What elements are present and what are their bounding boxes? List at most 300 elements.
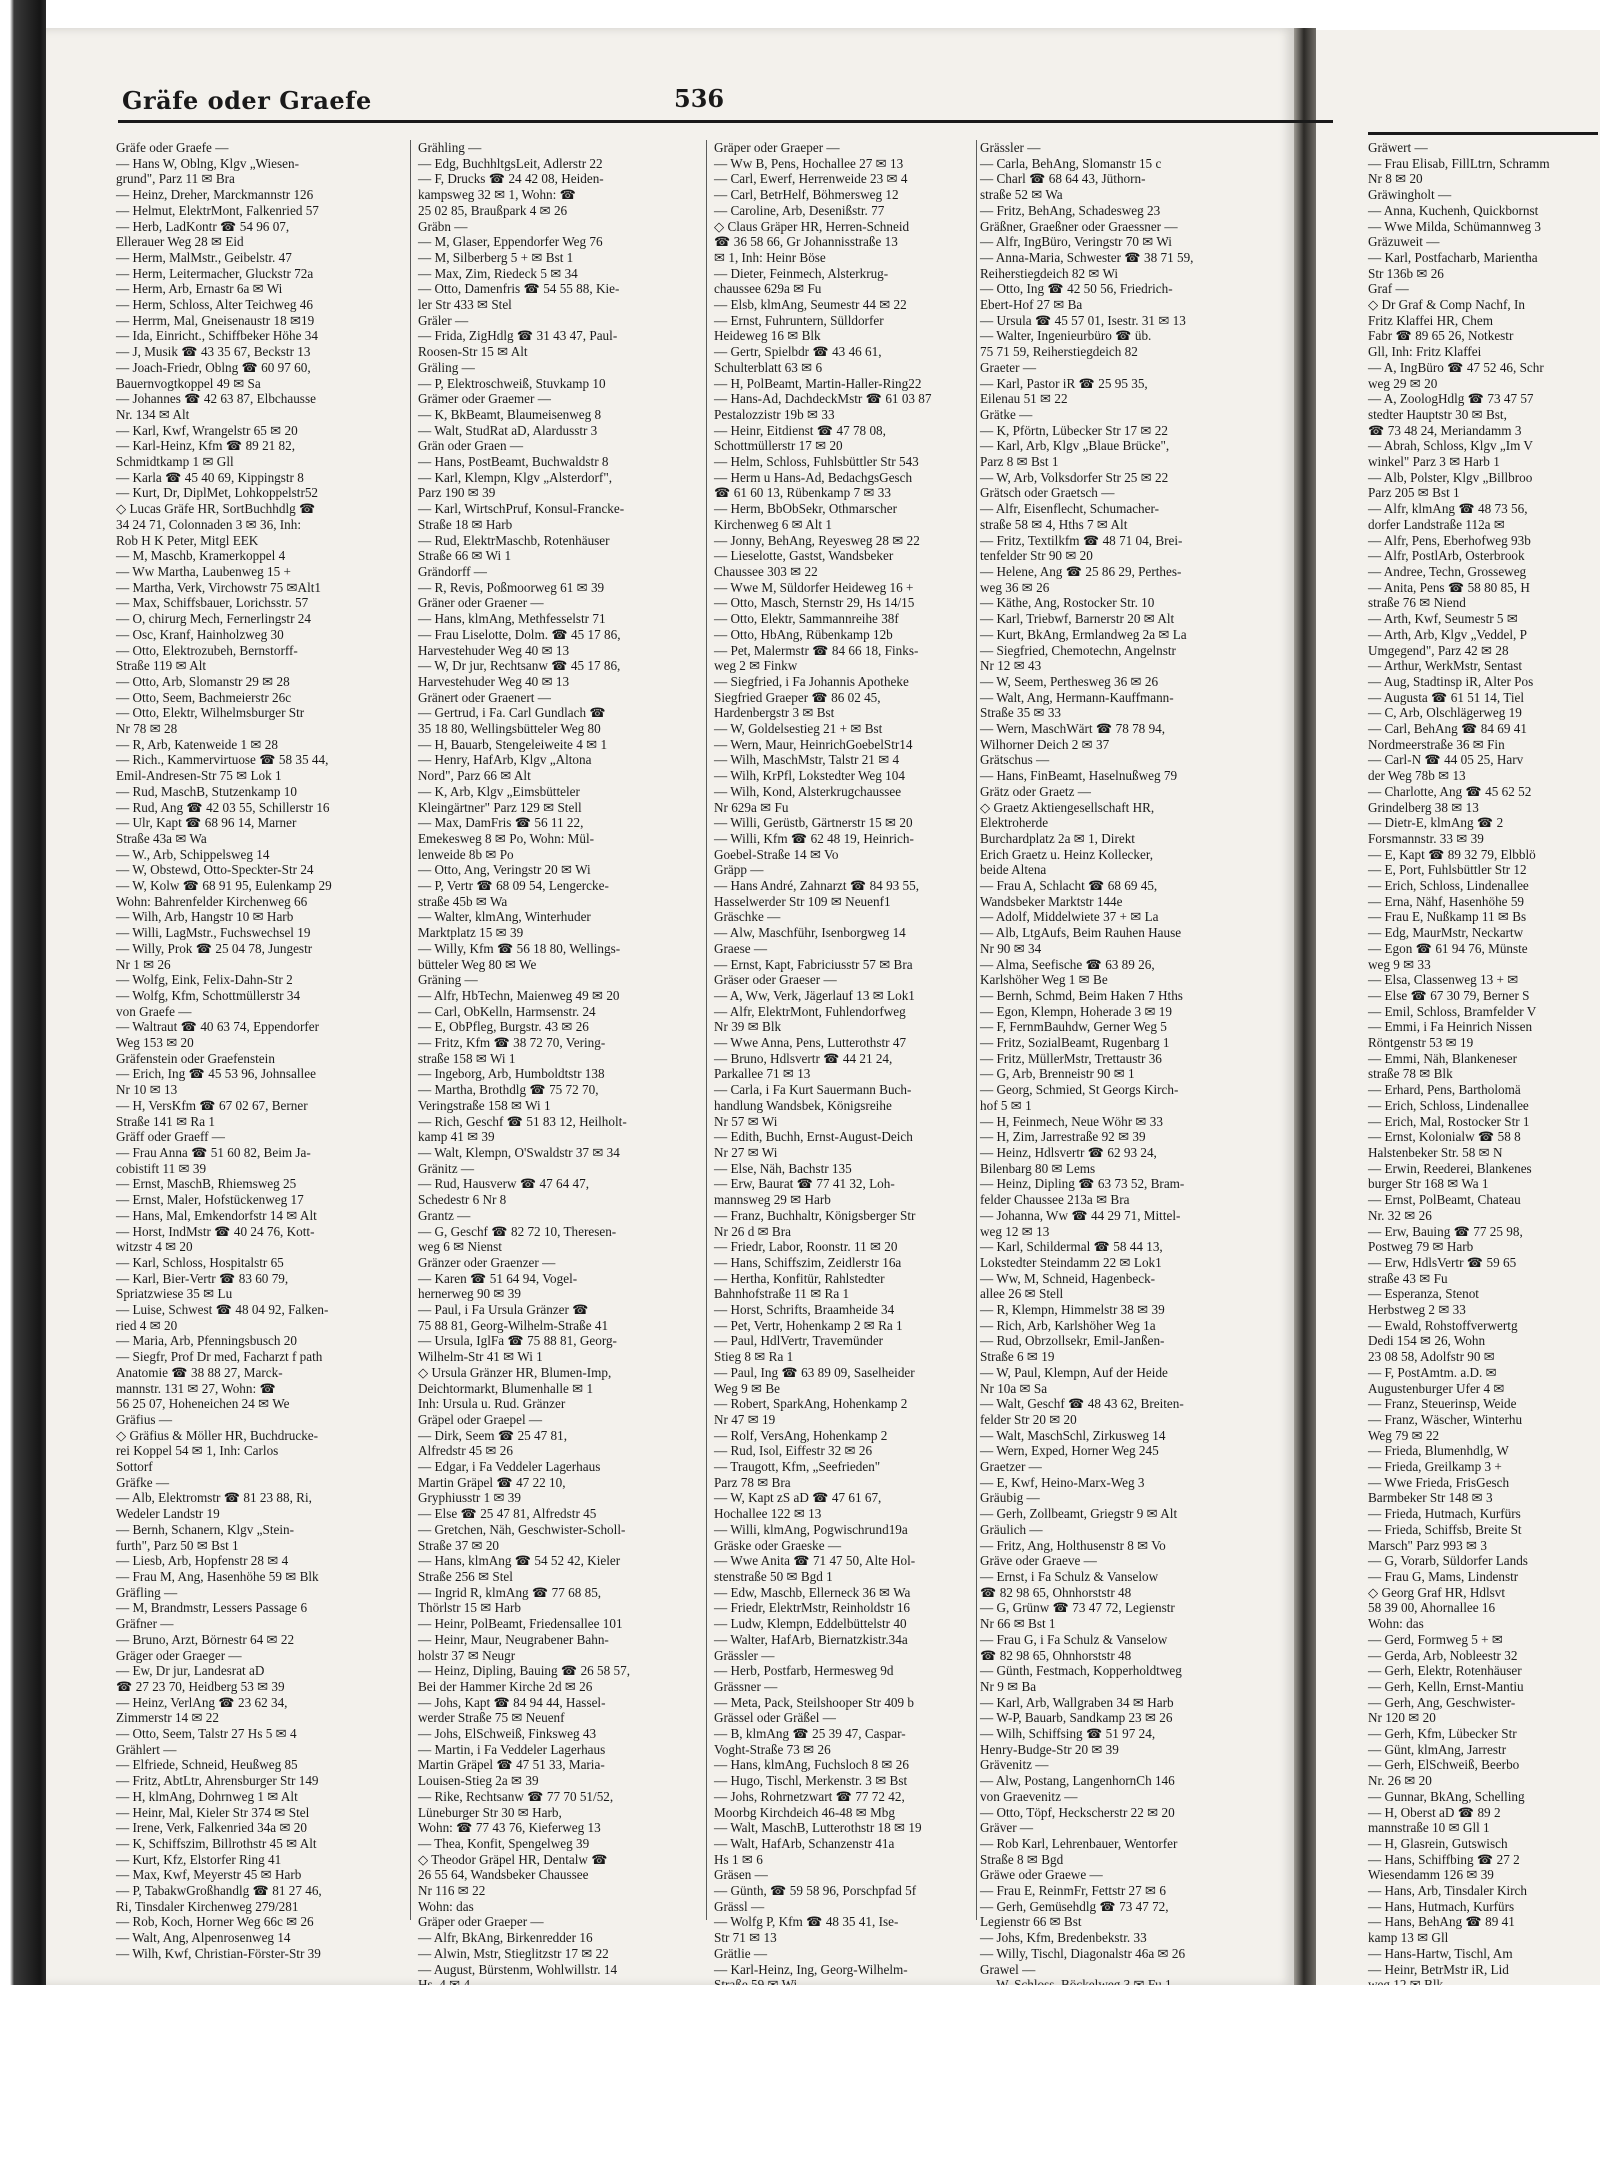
directory-entry: — Erich, Schloss, Lindenallee bbox=[1368, 878, 1529, 894]
directory-entry: — Maria, Arb, Pfenningsbusch 20 bbox=[116, 1333, 297, 1349]
directory-entry: — Waltraut ☎ 40 63 74, Eppendorfer bbox=[116, 1019, 319, 1035]
directory-entry: — Henry, HafArb, Klgv „Altona bbox=[418, 752, 592, 768]
directory-entry: Wohn: das bbox=[418, 1898, 474, 1914]
directory-entry: — Gerd, Formweg 5 + ✉ bbox=[1368, 1631, 1503, 1647]
directory-entry: — Willi, klmAng, Pogwischrund19a bbox=[714, 1521, 908, 1537]
directory-entry: — Karl, Arb, Klgv „Blaue Brücke", bbox=[980, 438, 1170, 454]
directory-entry: — Alw, Maschführ, Isenborgweg 14 bbox=[714, 925, 906, 941]
directory-entry: — Willi, Gerüstb, Gärtnerstr 15 ✉ 20 bbox=[714, 815, 913, 831]
directory-entry: — Hans, klmAng ☎ 54 52 42, Kieler bbox=[418, 1553, 621, 1569]
directory-entry: Herbstweg 2 ✉ 33 bbox=[1368, 1302, 1466, 1318]
directory-entry: — Edw, Maschb, Ellerneck 36 ✉ Wa bbox=[714, 1584, 911, 1600]
directory-entry: — Hans-Ad, DachdeckMstr ☎ 61 03 87 bbox=[714, 391, 932, 407]
directory-entry: — Siegfr, Prof Dr med, Facharzt f path bbox=[116, 1349, 323, 1365]
directory-entry: — Augusta ☎ 61 51 14, Tiel bbox=[1368, 689, 1525, 705]
directory-entry: Graeter — bbox=[980, 359, 1037, 375]
directory-entry: Grätke — bbox=[980, 406, 1033, 422]
directory-entry: cobistift 11 ✉ 39 bbox=[116, 1160, 207, 1176]
directory-entry: — Meta, Pack, Steilshooper Str 409 b bbox=[714, 1694, 914, 1710]
directory-entry: Marsch" Parz 993 ✉ 3 bbox=[1368, 1537, 1487, 1553]
directory-entry: — Charlotte, Ang ☎ 45 62 52 bbox=[1368, 783, 1532, 799]
directory-entry: Grässner — bbox=[714, 1678, 778, 1694]
directory-column-4 bbox=[980, 140, 1250, 1977]
directory-entry: von Graevenitz — bbox=[980, 1788, 1078, 1804]
directory-entry: — W., Arb, Schippelsweg 14 bbox=[116, 846, 270, 862]
directory-entry: Lüneburger Str 30 ✉ Harb, bbox=[418, 1804, 562, 1820]
directory-entry: Nr 10a ✉ Sa bbox=[980, 1380, 1048, 1396]
directory-entry: — Fritz, BehAng, Schadesweg 23 bbox=[980, 202, 1161, 218]
directory-entry: 75 71 59, Reiherstiegdeich 82 bbox=[980, 344, 1138, 360]
directory-entry: — Emil, Schloss, Bramfelder V bbox=[1368, 1003, 1537, 1019]
directory-entry: — Heinz, Dipling ☎ 63 73 52, Bram- bbox=[980, 1176, 1185, 1192]
directory-entry: Gräßner, Graeßner oder Graessner — bbox=[980, 218, 1178, 234]
directory-entry: straße 45b ✉ Wa bbox=[418, 893, 508, 909]
scan-margin-bottom bbox=[0, 1985, 1600, 2177]
directory-entry: — Ida, Einricht., Schiffbeker Höhe 34 bbox=[116, 328, 318, 344]
directory-entry: — Martin, i Fa Veddeler Lagerhaus bbox=[418, 1741, 606, 1757]
directory-entry: — Alfr, klmAng ☎ 48 73 56, bbox=[1368, 501, 1528, 517]
directory-entry: hof 5 ✉ 1 bbox=[980, 1097, 1032, 1113]
directory-entry: — Hans, FinBeamt, Haselnußweg 79 bbox=[980, 768, 1178, 784]
directory-entry: Gräling — bbox=[418, 359, 475, 375]
directory-entry: Grawel — bbox=[980, 1961, 1036, 1977]
running-head: Gräfe oder Graefe bbox=[122, 86, 372, 115]
directory-entry: — Otto, Elektr, Sammannreihe 38f bbox=[714, 611, 899, 627]
directory-entry: — Ewald, Rohstoffverwertg bbox=[1368, 1317, 1518, 1333]
directory-entry: Bauernvogtkoppel 49 ✉ Sa bbox=[116, 375, 261, 391]
directory-entry: — Carl, Ewerf, Herrenweide 23 ✉ 4 bbox=[714, 171, 908, 187]
directory-entry: Harvestehuder Weg 40 ✉ 13 bbox=[418, 673, 570, 689]
directory-entry: Eilenau 51 ✉ 22 bbox=[980, 391, 1068, 407]
directory-entry: — Wilh, Schiffsing ☎ 51 97 24, bbox=[980, 1726, 1156, 1742]
directory-entry: Grändorff — bbox=[418, 563, 487, 579]
directory-entry: Grähling — bbox=[418, 140, 482, 155]
directory-entry: 23 08 58, Adolfstr 90 ✉ bbox=[1368, 1349, 1495, 1365]
directory-entry: winkel" Parz 3 ✉ Harb 1 bbox=[1368, 454, 1500, 470]
directory-entry: — Fritz, Ang, Holthusenstr 8 ✉ Vo bbox=[980, 1537, 1166, 1553]
directory-entry: — W, Arb, Volksdorfer Str 25 ✉ 22 bbox=[980, 469, 1169, 485]
directory-entry: — Wwe Milda, Schümannweg 3 bbox=[1368, 218, 1541, 234]
directory-entry: Kirchenweg 6 ✉ Alt 1 bbox=[714, 516, 832, 532]
directory-column-5 bbox=[1368, 140, 1600, 1977]
header-rule bbox=[118, 120, 1333, 123]
directory-entry: — Egon, Klempn, Hoherade 3 ✉ 19 bbox=[980, 1003, 1172, 1019]
directory-entry: — Gerh, Gemüsehdlg ☎ 73 47 72, bbox=[980, 1898, 1169, 1914]
directory-entry: — Frieda, Schiffsb, Breite St bbox=[1368, 1521, 1522, 1537]
directory-entry: Stieg 8 ✉ Ra 1 bbox=[714, 1349, 794, 1365]
directory-entry: ☎ 82 98 65, Ohnhorststr 48 bbox=[980, 1647, 1132, 1663]
directory-entry: Hochallee 122 ✉ 13 bbox=[714, 1506, 822, 1522]
directory-entry: — Wilh, Kwf, Christian-Förster-Str 39 bbox=[116, 1945, 321, 1961]
directory-entry: hernerweg 90 ✉ 39 bbox=[418, 1286, 521, 1302]
directory-entry: Voght-Straße 73 ✉ 26 bbox=[714, 1741, 831, 1757]
directory-entry: — Alb, Polster, Klgv „Billbroo bbox=[1368, 469, 1533, 485]
directory-entry: — Herm, Leitermacher, Gluckstr 72a bbox=[116, 265, 314, 281]
directory-entry: Parkallee 71 ✉ 13 bbox=[714, 1066, 811, 1082]
directory-entry: — Alfr, IngBüro, Veringstr 70 ✉ Wi bbox=[980, 234, 1172, 250]
directory-entry: — Otto, Seem, Bachmeierstr 26c bbox=[116, 689, 292, 705]
directory-entry: Bilenbarg 80 ✉ Lems bbox=[980, 1160, 1096, 1176]
directory-entry: weg 6 ✉ Nienst bbox=[418, 1239, 502, 1255]
directory-entry: — Dieter, Feinmech, Alsterkrug- bbox=[714, 265, 889, 281]
directory-entry: Grätsch oder Graetsch — bbox=[980, 485, 1115, 501]
directory-entry: felder Chaussee 213a ✉ Bra bbox=[980, 1192, 1130, 1208]
directory-entry: — Gerh, Elektr, Rotenhäuser bbox=[1368, 1663, 1522, 1679]
directory-entry: — Frau G, Mams, Lindenstr bbox=[1368, 1568, 1519, 1584]
directory-entry: Wiesendamm 126 ✉ 39 bbox=[1368, 1867, 1494, 1883]
directory-entry: — Bernh, Schmd, Beim Haken 7 Hths bbox=[980, 987, 1183, 1003]
directory-entry: — Carl, ObKelln, Harmsenstr. 24 bbox=[418, 1003, 596, 1019]
directory-entry: — Max, DamFris ☎ 56 11 22, bbox=[418, 815, 584, 831]
directory-entry: — Bruno, Hdlsvertr ☎ 44 21 24, bbox=[714, 1050, 893, 1066]
directory-entry: — Hans, BehAng ☎ 89 41 bbox=[1368, 1914, 1515, 1930]
directory-entry: Nordmeerstraße 36 ✉ Fin bbox=[1368, 736, 1505, 752]
directory-entry: — Ursula, IglFa ☎ 75 88 81, Georg- bbox=[418, 1333, 617, 1349]
directory-entry: — Osc, Kranf, Hainholzweg 30 bbox=[116, 626, 284, 642]
directory-entry: Harvestehuder Weg 40 ✉ 13 bbox=[418, 642, 570, 658]
directory-entry: — Frau M, Ang, Hasenhöhe 59 ✉ Blk bbox=[116, 1568, 319, 1584]
directory-entry: 25 02 85, Braußpark 4 ✉ 26 bbox=[418, 202, 568, 218]
directory-entry: ☎ 27 23 70, Heidberg 53 ✉ 39 bbox=[116, 1678, 285, 1694]
directory-entry: — Gerh, Kfm, Lübecker Str bbox=[1368, 1726, 1517, 1742]
directory-entry: — K, Arb, Klgv „Eimsbütteler bbox=[418, 783, 580, 799]
directory-entry: — Otto, Elektrozubeh, Bernstorff- bbox=[116, 642, 298, 658]
directory-entry: — Heinz, VerlAng ☎ 23 62 34, bbox=[116, 1694, 288, 1710]
directory-entry: Umgegend", Parz 42 ✉ 28 bbox=[1368, 642, 1509, 658]
directory-entry: — E, ObPfleg, Burgstr. 43 ✉ 26 bbox=[418, 1019, 589, 1035]
directory-entry: Graetzer — bbox=[980, 1459, 1042, 1475]
directory-entry: Gräpel oder Graepel — bbox=[418, 1411, 543, 1427]
directory-entry: — Erwin, Reederei, Blankenes bbox=[1368, 1160, 1532, 1176]
directory-entry: — Alwin, Mstr, Stieglitzstr 17 ✉ 22 bbox=[418, 1945, 609, 1961]
directory-entry: — Erich, Mal, Rostocker Str 1 bbox=[1368, 1113, 1530, 1129]
directory-entry: Str 71 ✉ 13 bbox=[714, 1930, 777, 1946]
directory-entry: — Liesb, Arb, Hopfenstr 28 ✉ 4 bbox=[116, 1553, 289, 1569]
directory-entry: Siegfried Graeper ☎ 86 02 45, bbox=[714, 689, 881, 705]
directory-entry: — Karl, WirtschPruf, Konsul-Francke- bbox=[418, 501, 625, 517]
directory-entry: — Anna, Kuchenh, Quickbornst bbox=[1368, 202, 1539, 218]
directory-entry: Zimmerstr 14 ✉ 22 bbox=[116, 1710, 219, 1726]
directory-entry: stenstraße 50 ✉ Bgd 1 bbox=[714, 1568, 833, 1584]
directory-entry: — Walt, Ang, Alpenrosenweg 14 bbox=[116, 1930, 291, 1946]
page-header bbox=[78, 80, 1256, 122]
directory-entry: — Ingeborg, Arb, Humboldtstr 138 bbox=[418, 1066, 605, 1082]
directory-entry: — Andree, Techn, Grosseweg bbox=[1368, 563, 1527, 579]
directory-entry: — Walt, Geschf ☎ 48 43 62, Breiten- bbox=[980, 1396, 1184, 1412]
directory-entry: — Günth, Festmach, Kopperholdtweg bbox=[980, 1663, 1182, 1679]
column-divider bbox=[410, 140, 411, 1920]
directory-entry: — Emmi, i Fa Heinrich Nissen bbox=[1368, 1019, 1533, 1035]
directory-entry: — G, Geschf ☎ 82 72 10, Theresen- bbox=[418, 1223, 617, 1239]
directory-entry: — M, Maschb, Kramerkoppel 4 bbox=[116, 548, 286, 564]
directory-entry: — Willy, Tischl, Diagonalstr 46a ✉ 26 bbox=[980, 1945, 1186, 1961]
directory-entry: ☎ 61 60 13, Rübenkamp 7 ✉ 33 bbox=[714, 485, 891, 501]
directory-entry: — W, Kolw ☎ 68 91 95, Eulenkamp 29 bbox=[116, 878, 332, 894]
directory-entry: — Rud, Obrzollsekr, Emil-Janßen- bbox=[980, 1333, 1165, 1349]
directory-entry: — Karl, Triebwf, Barnerstr 20 ✉ Alt bbox=[980, 611, 1175, 627]
directory-entry: — M, Silberberg 5 + ✉ Bst 1 bbox=[418, 249, 574, 265]
directory-entry: — W, Seem, Perthesweg 36 ✉ 26 bbox=[980, 673, 1159, 689]
directory-entry: — Alfr, HbTechn, Maienweg 49 ✉ 20 bbox=[418, 987, 620, 1003]
directory-entry: — Otto, Masch, Sternstr 29, Hs 14/15 bbox=[714, 595, 915, 611]
directory-entry: — Wolfg, Eink, Felix-Dahn-Str 2 bbox=[116, 972, 293, 988]
directory-entry: — K, Schiffszim, Billrothstr 45 ✉ Alt bbox=[116, 1835, 317, 1851]
directory-entry: ☎ 82 98 65, Ohnhorststr 48 bbox=[980, 1584, 1132, 1600]
directory-entry: — Siegfried, Chemotechn, Angelnstr bbox=[980, 642, 1176, 658]
directory-entry: burger Str 168 ✉ Wa 1 bbox=[1368, 1176, 1489, 1192]
directory-entry: — Friedr, Labor, Roonstr. 11 ✉ 20 bbox=[714, 1239, 898, 1255]
directory-entry: — Dirk, Seem ☎ 25 47 81, bbox=[418, 1427, 568, 1443]
directory-entry: Bei der Hammer Kirche 2d ✉ 26 bbox=[418, 1678, 593, 1694]
directory-entry: Parz 190 ✉ 39 bbox=[418, 485, 496, 501]
directory-entry: werder Straße 75 ✉ Neuenf bbox=[418, 1710, 565, 1726]
directory-entry: — Pet, Malermstr ☎ 84 66 18, Finks- bbox=[714, 642, 919, 658]
directory-entry: — Walt, MaschB, Lutterothstr 18 ✉ 19 bbox=[714, 1820, 922, 1836]
directory-entry: kamp 41 ✉ 39 bbox=[418, 1129, 495, 1145]
directory-entry: — Fritz, SozialBeamt, Rugenbarg 1 bbox=[980, 1035, 1170, 1051]
directory-entry: — Erw, HdlsVertr ☎ 59 65 bbox=[1368, 1254, 1517, 1270]
directory-entry: — G, Arb, Brenneistr 90 ✉ 1 bbox=[980, 1066, 1135, 1082]
directory-entry: — Rich, Geschf ☎ 51 83 12, Heilholt- bbox=[418, 1113, 627, 1129]
directory-entry: 58 39 00, Ahornallee 16 bbox=[1368, 1600, 1496, 1616]
directory-entry: Schottmüllerstr 17 ✉ 20 bbox=[714, 438, 843, 454]
directory-entry: — Otto, Damenfris ☎ 54 55 88, Kie- bbox=[418, 281, 620, 297]
directory-entry: — Ernst, Kapt, Fabriciusstr 57 ✉ Bra bbox=[714, 956, 913, 972]
directory-entry: — Paul, i Fa Ursula Gränzer ☎ bbox=[418, 1302, 589, 1318]
directory-entry: — Ursula ☎ 45 57 01, Isestr. 31 ✉ 13 bbox=[980, 312, 1186, 328]
directory-entry: Gräbn — bbox=[418, 218, 468, 234]
directory-entry: — Walt, MaschSchl, Zirkusweg 14 bbox=[980, 1427, 1166, 1443]
directory-entry: — Wwe Frieda, FrisGesch bbox=[1368, 1474, 1510, 1490]
directory-entry: — Otto, Elektr, Wilhelmsburger Str bbox=[116, 705, 305, 721]
directory-entry: Gräpp — bbox=[714, 862, 764, 878]
directory-entry: — Herb, Postfarb, Hermesweg 9d bbox=[714, 1663, 894, 1679]
directory-entry: — Ingrid R, klmAng ☎ 77 68 85, bbox=[418, 1584, 602, 1600]
directory-entry: Straße 66 ✉ Wi 1 bbox=[418, 548, 512, 564]
directory-entry: Schmidtkamp 1 ✉ Gll bbox=[116, 454, 234, 470]
directory-entry: — Karl-Heinz, Kfm ☎ 89 21 82, bbox=[116, 438, 296, 454]
directory-entry: Str 136b ✉ 26 bbox=[1368, 265, 1444, 281]
directory-entry: handlung Wandsbek, Königsreihe bbox=[714, 1097, 892, 1113]
directory-entry: — Wwe Anita ☎ 71 47 50, Alte Hol- bbox=[714, 1553, 916, 1569]
directory-entry: — Caroline, Arb, Desenißstr. 77 bbox=[714, 202, 885, 218]
directory-entry: — R, Arb, Katenweide 1 ✉ 28 bbox=[116, 736, 278, 752]
directory-entry: Thörlstr 15 ✉ Harb bbox=[418, 1600, 521, 1616]
directory-entry: Lokstedter Steindamm 22 ✉ Lok1 bbox=[980, 1254, 1162, 1270]
directory-entry: Grän oder Graen — bbox=[418, 438, 524, 454]
directory-entry: — Ernst, Maler, Hofstückenweg 17 bbox=[116, 1192, 304, 1208]
directory-entry: — Martha, Brothdlg ☎ 75 72 70, bbox=[418, 1082, 599, 1098]
directory-entry: Halstenbeker Str. 58 ✉ N bbox=[1368, 1145, 1503, 1160]
directory-entry: — Carla, BehAng, Slomanstr 15 c bbox=[980, 155, 1162, 171]
directory-entry: — Carla, i Fa Kurt Sauermann Buch- bbox=[714, 1082, 912, 1098]
directory-entry: — Frieda, Blumenhdlg, W bbox=[1368, 1443, 1509, 1459]
directory-entry: — Gertrud, i Fa. Carl Gundlach ☎ bbox=[418, 705, 606, 721]
directory-entry: — Hans, Mal, Emkendorfstr 14 ✉ Alt bbox=[116, 1207, 317, 1223]
directory-entry: — J, Musik ☎ 43 35 67, Beckstr 13 bbox=[116, 344, 311, 360]
directory-entry: Roosen-Str 15 ✉ Alt bbox=[418, 344, 528, 360]
directory-entry: Gräschke — bbox=[714, 909, 781, 925]
directory-entry: — Heinr, Eitdienst ☎ 47 78 08, bbox=[714, 422, 886, 438]
directory-entry: — H, Bauarb, Stengeleiweite 4 ✉ 1 bbox=[418, 736, 608, 752]
directory-entry: — Otto, Arb, Slomanstr 29 ✉ 28 bbox=[116, 673, 290, 689]
directory-entry: — E, Port, Fuhlsbüttler Str 12 bbox=[1368, 862, 1527, 878]
directory-entry: Fritz Klaffei HR, Chem bbox=[1368, 312, 1494, 328]
directory-entry: — Walt, StudRat aD, Alardusstr 3 bbox=[418, 422, 598, 438]
directory-entry: Gräwert — bbox=[1368, 140, 1428, 155]
directory-entry: Nr. 26 ✉ 20 bbox=[1368, 1773, 1432, 1789]
directory-entry: — Gerda, Arb, Nobleestr 32 bbox=[1368, 1647, 1518, 1663]
directory-entry: weg 2 ✉ Finkw bbox=[714, 658, 798, 674]
directory-entry: — Wern, MaschWärt ☎ 78 78 94, bbox=[980, 721, 1166, 737]
directory-entry: — Horst, Schrifts, Braamheide 34 bbox=[714, 1302, 895, 1318]
directory-entry: Spriatzwiese 35 ✉ Lu bbox=[116, 1286, 233, 1302]
directory-entry: Grässel oder Gräßel — bbox=[714, 1710, 836, 1726]
directory-entry: — Fritz, Textilkfm ☎ 48 71 04, Brei- bbox=[980, 532, 1183, 548]
directory-entry: — W, Kapt zS aD ☎ 47 61 67, bbox=[714, 1490, 882, 1506]
directory-entry: Nr 90 ✉ 34 bbox=[980, 940, 1042, 956]
directory-entry: Nr 47 ✉ 19 bbox=[714, 1411, 776, 1427]
directory-entry: — W, Goldelsestieg 21 + ✉ Bst bbox=[714, 721, 883, 737]
directory-entry: Hs 1 ✉ 6 bbox=[714, 1851, 763, 1867]
directory-entry: — Edg, BuchhltgsLeit, Adlerstr 22 bbox=[418, 155, 603, 171]
directory-entry: Gräfe oder Graefe — bbox=[116, 140, 229, 155]
directory-entry: — Irene, Verk, Falkenried 34a ✉ 20 bbox=[116, 1820, 307, 1836]
directory-entry: — Karl, Arb, Wallgraben 34 ✉ Harb bbox=[980, 1694, 1174, 1710]
directory-entry: Wohn: Bahrenfelder Kirchenweg 66 bbox=[116, 893, 308, 909]
directory-entry: ◇ Georg Graf HR, Hdlsvt bbox=[1368, 1584, 1505, 1600]
directory-entry: Inh: Ursula u. Rud. Gränzer bbox=[418, 1396, 566, 1412]
directory-entry: — Erich, Schloss, Lindenallee bbox=[1368, 1097, 1529, 1113]
directory-entry: — Rolf, VersAng, Hohenkamp 2 bbox=[714, 1427, 888, 1443]
directory-entry: Nord", Parz 66 ✉ Alt bbox=[418, 768, 531, 784]
directory-entry: Gräwingholt — bbox=[1368, 187, 1452, 203]
directory-entry: — Wern, Exped, Horner Weg 245 bbox=[980, 1443, 1159, 1459]
directory-entry: — Rud, Ang ☎ 42 03 55, Schillerstr 16 bbox=[116, 799, 330, 815]
directory-entry: Grählert — bbox=[116, 1741, 177, 1757]
directory-entry: Moorbg Kirchdeich 46-48 ✉ Mbg bbox=[714, 1804, 895, 1820]
directory-entry: Gll, Inh: Fritz Klaffei bbox=[1368, 344, 1482, 360]
directory-entry: — Wolfg, Kfm, Schottmüllerstr 34 bbox=[116, 987, 301, 1003]
directory-entry: — Joach-Friedr, Oblng ☎ 60 97 60, bbox=[116, 359, 311, 375]
directory-entry: — Else, Näh, Bachstr 135 bbox=[714, 1160, 852, 1176]
directory-entry: Gräner oder Graener — bbox=[418, 595, 544, 611]
directory-entry: straße 43 ✉ Fu bbox=[1368, 1270, 1448, 1286]
directory-entry: — F, PostAmtm. a.D. ✉ bbox=[1368, 1364, 1497, 1380]
directory-entry: Straße 18 ✉ Harb bbox=[418, 516, 513, 532]
directory-entry: witzstr 4 ✉ 20 bbox=[116, 1239, 193, 1255]
directory-entry: — M, Brandmstr, Lessers Passage 6 bbox=[116, 1600, 308, 1616]
directory-entry: bütteler Weg 80 ✉ We bbox=[418, 956, 537, 972]
directory-entry: — Otto, Seem, Talstr 27 Hs 5 ✉ 4 bbox=[116, 1726, 297, 1742]
directory-entry: Heideweg 16 ✉ Blk bbox=[714, 328, 821, 344]
directory-entry: — Edith, Buchh, Ernst-August-Deich bbox=[714, 1129, 913, 1145]
directory-entry: Schedestr 6 Nr 8 bbox=[418, 1192, 507, 1208]
directory-entry: — Helene, Ang ☎ 25 86 29, Perthes- bbox=[980, 563, 1182, 579]
directory-entry: — Walt, Ang, Hermann-Kauffmann- bbox=[980, 689, 1174, 705]
directory-entry: Deichtormarkt, Blumenhalle ✉ 1 bbox=[418, 1380, 594, 1396]
directory-entry: Weg 9 ✉ Be bbox=[714, 1380, 781, 1396]
directory-entry: — Charl ☎ 68 64 43, Jüthorn- bbox=[980, 171, 1146, 187]
directory-entry: — Johannes ☎ 42 63 87, Elbchausse bbox=[116, 391, 316, 407]
directory-entry: weg 29 ✉ 20 bbox=[1368, 375, 1438, 391]
directory-entry: — Wilh, KrPfl, Lokstedter Weg 104 bbox=[714, 768, 905, 784]
directory-entry: Barmbeker Str 148 ✉ 3 bbox=[1368, 1490, 1493, 1506]
directory-entry: — Carl, BetrHelf, Böhmersweg 12 bbox=[714, 187, 899, 203]
directory-entry: Nr 26 d ✉ Bra bbox=[714, 1223, 791, 1239]
directory-entry: Nr 1 ✉ 26 bbox=[116, 956, 171, 972]
directory-entry: — Hans, PostBeamt, Buchwaldstr 8 bbox=[418, 454, 609, 470]
directory-entry: ler Str 433 ✉ Stel bbox=[418, 297, 512, 313]
directory-entry: Gräfius — bbox=[116, 1411, 173, 1427]
directory-entry: Emil-Andresen-Str 75 ✉ Lok 1 bbox=[116, 768, 282, 784]
directory-entry: Martin Gräpel ☎ 47 51 33, Maria- bbox=[418, 1757, 605, 1773]
directory-entry: ☎ 73 48 24, Meriandamm 3 bbox=[1368, 422, 1522, 438]
directory-entry: — Bruno, Arzt, Börnestr 64 ✉ 22 bbox=[116, 1631, 295, 1647]
directory-entry: Ebert-Hof 27 ✉ Ba bbox=[980, 297, 1083, 313]
directory-entry: — Johanna, Ww ☎ 44 29 71, Mittel- bbox=[980, 1207, 1181, 1223]
directory-entry: kampsweg 32 ✉ 1, Wohn: ☎ bbox=[418, 187, 577, 203]
directory-entry: Straße 35 ✉ 33 bbox=[980, 705, 1062, 721]
directory-entry: — Anita, Pens ☎ 58 80 85, H bbox=[1368, 579, 1530, 595]
directory-entry: — Karl, Schildermal ☎ 58 44 13, bbox=[980, 1239, 1163, 1255]
directory-entry: Gräske oder Graeske — bbox=[714, 1537, 842, 1553]
directory-entry: Gräning — bbox=[418, 972, 478, 988]
directory-entry: — Gerh, ElSchweiß, Beerbo bbox=[1368, 1757, 1520, 1773]
directory-entry: — Willy, Prok ☎ 25 04 78, Jungestr bbox=[116, 940, 313, 956]
directory-entry: — Karl, Postfacharb, Marientha bbox=[1368, 249, 1538, 265]
directory-entry: Straße 119 ✉ Alt bbox=[116, 658, 207, 674]
directory-entry: Straße 8 ✉ Bgd bbox=[980, 1851, 1064, 1867]
directory-entry: — W, Dr jur, Rechtsanw ☎ 45 17 86, bbox=[418, 658, 621, 674]
directory-entry: — Heinz, Hdlsvertr ☎ 62 93 24, bbox=[980, 1145, 1157, 1160]
directory-entry: — Arth, Arb, Klgv „Veddel, P bbox=[1368, 626, 1527, 642]
directory-entry: Gräler — bbox=[418, 312, 469, 328]
directory-entry: — Alfr, PostlArb, Osterbrook bbox=[1368, 548, 1525, 564]
directory-entry: — Hans, Schiffbing ☎ 27 2 bbox=[1368, 1851, 1520, 1867]
directory-entry: — Johs, ElSchweiß, Finksweg 43 bbox=[418, 1726, 597, 1742]
directory-entry: Gräver — bbox=[980, 1820, 1034, 1836]
directory-entry: — Erw, Bauing ☎ 77 25 98, bbox=[1368, 1223, 1523, 1239]
directory-entry: — Kurt, BkAng, Ermlandweg 2a ✉ La bbox=[980, 626, 1187, 642]
directory-entry: — Alfr, BkAng, Birkenredder 16 bbox=[418, 1930, 593, 1946]
directory-entry: — H, Oberst aD ☎ 89 2 bbox=[1368, 1804, 1501, 1820]
directory-entry: Chaussee 303 ✉ 22 bbox=[714, 563, 818, 579]
directory-entry: Nr 57 ✉ Wi bbox=[714, 1113, 778, 1129]
directory-entry: 26 55 64, Wandsbeker Chaussee bbox=[418, 1867, 589, 1883]
directory-entry: — Arthur, WerkMstr, Sentast bbox=[1368, 658, 1523, 674]
directory-entry: Grätschus — bbox=[980, 752, 1050, 768]
directory-entry: — Lieselotte, Gastst, Wandsbeker bbox=[714, 548, 894, 564]
directory-entry: — Wolfg P, Kfm ☎ 48 35 41, Ise- bbox=[714, 1914, 899, 1930]
directory-entry: — Herrm, Mal, Gneisenaustr 18 ✉19 bbox=[116, 312, 315, 328]
directory-entry: — Kurt, Kfz, Elstorfer Ring 41 bbox=[116, 1851, 282, 1867]
directory-entry: Bahnhofstraße 11 ✉ Ra 1 bbox=[714, 1286, 850, 1302]
directory-column-3 bbox=[714, 140, 980, 1977]
directory-entry: Dedi 154 ✉ 26, Wohn bbox=[1368, 1333, 1486, 1349]
directory-entry: — Alb, Elektromstr ☎ 81 23 88, Ri, bbox=[116, 1490, 312, 1506]
directory-entry: Henry-Budge-Str 20 ✉ 39 bbox=[980, 1741, 1119, 1757]
directory-entry: dorfer Landstraße 112a ✉ bbox=[1368, 516, 1505, 532]
directory-entry: Nr 116 ✉ 22 bbox=[418, 1883, 486, 1899]
directory-entry: Straße 6 ✉ 19 bbox=[980, 1349, 1055, 1365]
directory-entry: Schulterblatt 63 ✉ 6 bbox=[714, 359, 823, 375]
directory-entry: Gräulich — bbox=[980, 1521, 1043, 1537]
directory-entry: — H, Feinmech, Neue Wöhr ✉ 33 bbox=[980, 1113, 1163, 1129]
directory-entry: — Hans-Hartw, Tischl, Am bbox=[1368, 1945, 1513, 1961]
directory-entry: — Frau G, i Fa Schulz & Vanselow bbox=[980, 1631, 1168, 1647]
directory-entry: — O, chirurg Mech, Fernerlingstr 24 bbox=[116, 611, 311, 627]
